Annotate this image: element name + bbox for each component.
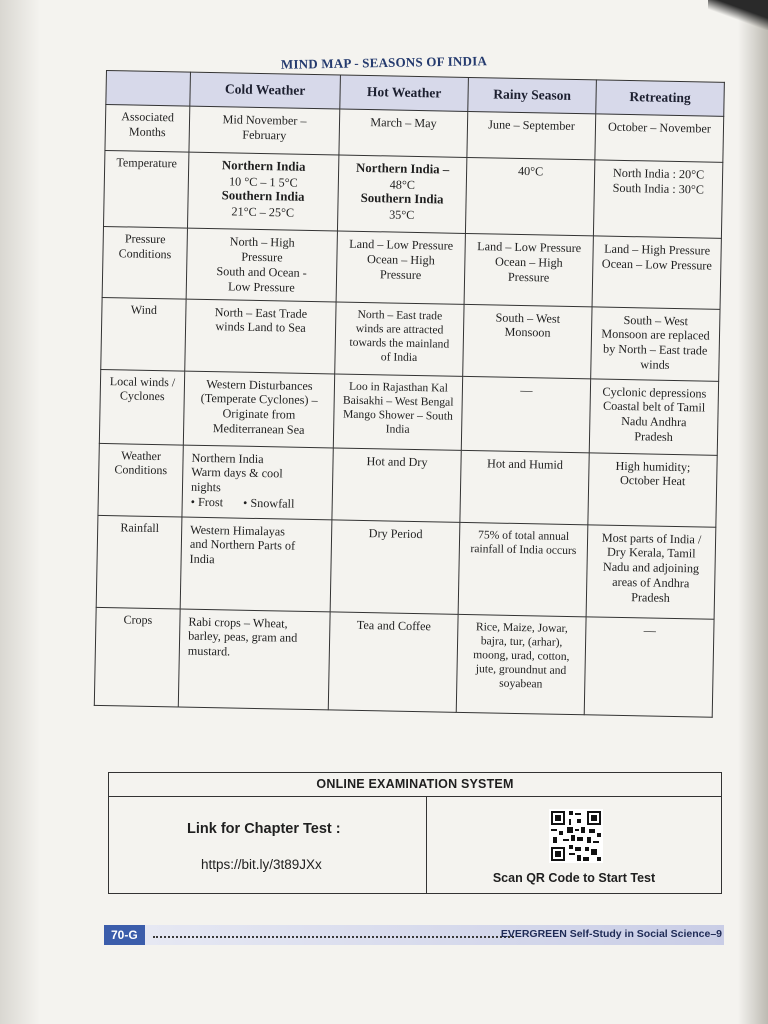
cell-text: Loo in Rajasthan Kal xyxy=(348,379,449,395)
online-exam-box xyxy=(108,772,722,894)
table-cell xyxy=(463,304,592,378)
cell-text: Western Himalayas xyxy=(190,522,286,539)
cell-text: Mango Shower – South xyxy=(342,407,453,423)
cell-text: 75% of total annual xyxy=(477,527,570,543)
table-cell xyxy=(182,445,333,520)
cell-text: Hot and Dry xyxy=(366,453,428,469)
cell-text: High humidity; xyxy=(615,458,691,474)
table-cell xyxy=(460,450,589,524)
chapter-test-link[interactable]: https://bit.ly/3t89JXx xyxy=(201,857,322,872)
chapter-test-label: Link for Chapter Test : xyxy=(187,821,341,837)
cell-text: North – East trade xyxy=(357,307,443,322)
cell-text: Rice, Maize, Jowar, xyxy=(475,619,568,635)
cell-text: Western Disturbances xyxy=(206,376,313,393)
cell-text: Low Pressure xyxy=(227,279,295,295)
cell-text: Ocean – High xyxy=(366,251,435,268)
cell-text: Northern India xyxy=(221,158,306,174)
row-label: Pressure Conditions xyxy=(102,226,187,298)
cell-text: Monsoon are replaced xyxy=(601,326,710,344)
exam-header: ONLINE EXAMINATION SYSTEM xyxy=(109,773,721,797)
cell-text: Monsoon xyxy=(504,325,551,340)
cell-text: Land – Low Pressure xyxy=(349,236,454,253)
cell-text: Dry Period xyxy=(368,525,423,541)
cell-text: Southern India xyxy=(221,188,305,205)
bullet-list xyxy=(191,495,328,513)
table-cell xyxy=(595,114,724,162)
cell-text: Warm days & cool xyxy=(191,465,283,481)
table-cell xyxy=(591,306,720,380)
table-cell xyxy=(458,522,588,616)
row-label: Rainfall xyxy=(96,515,182,609)
cell-text: nights xyxy=(190,479,221,495)
header-cell-empty xyxy=(106,71,191,107)
table-cell xyxy=(180,517,332,612)
cell-text: Nadu and adjoining xyxy=(602,559,700,576)
table-cell xyxy=(328,611,458,711)
mind-map-table-wrapper xyxy=(94,70,724,717)
table-row xyxy=(103,150,722,238)
cell-text: jute, groundnut and xyxy=(475,662,567,677)
page-corner-shadow xyxy=(708,0,768,30)
cell-text: South India : 30°C xyxy=(612,180,705,197)
row-label: Local winds / Cyclones xyxy=(99,369,184,445)
table-cell xyxy=(183,371,334,448)
cell-text: Baisakhi – West Bengal xyxy=(342,393,454,409)
page-footer xyxy=(104,924,724,946)
cell-text: Ocean – High xyxy=(494,254,563,270)
table-cell xyxy=(335,301,464,375)
header-cell-hot-weather: Hot Weather xyxy=(340,75,469,111)
cell-text: June – September xyxy=(488,117,575,134)
table-cell xyxy=(588,452,717,526)
table-cell xyxy=(456,614,586,714)
cell-text: 48°C xyxy=(389,177,416,192)
table-cell xyxy=(339,109,468,157)
qr-code-icon[interactable] xyxy=(549,809,603,863)
cell-text: and Northern Parts of xyxy=(189,537,296,554)
bullet-item: • Frost xyxy=(190,494,224,510)
cell-text: North – East Trade xyxy=(214,304,308,321)
cell-text: 40°C xyxy=(517,163,544,179)
cell-text: Hot and Humid xyxy=(486,455,564,472)
table-cell xyxy=(186,228,337,301)
cell-text: barley, peas, gram and xyxy=(188,629,298,646)
table-cell xyxy=(332,447,461,521)
header-cell-cold-weather: Cold Weather xyxy=(190,72,341,109)
cell-text: Mediterranean Sea xyxy=(212,421,305,438)
cell-text: Land – High Pressure xyxy=(604,241,711,258)
cell-text: winds are attracted xyxy=(355,321,444,337)
exam-body xyxy=(109,797,721,893)
table-cell xyxy=(467,111,596,159)
cell-text: February xyxy=(242,127,287,143)
table-cell xyxy=(187,152,338,231)
cell-text: India xyxy=(385,422,410,436)
table-cell xyxy=(330,519,460,613)
page-number-badge: 70-G xyxy=(104,925,145,945)
table-cell xyxy=(336,231,465,304)
cell-text: Pradesh xyxy=(634,429,673,445)
table-row xyxy=(99,369,718,455)
header-cell-rainy-season: Rainy Season xyxy=(468,77,597,113)
cell-text: Originate from xyxy=(222,406,296,422)
cell-text: South and Ocean - xyxy=(216,263,307,280)
table-cell xyxy=(461,376,590,452)
exam-qr-panel xyxy=(427,797,721,893)
table-cell xyxy=(593,160,722,238)
cell-text: of India xyxy=(380,350,418,364)
table-cell xyxy=(465,157,594,235)
cell-text: — xyxy=(643,622,657,638)
cell-text: Pressure xyxy=(507,269,550,285)
page-shadow-left xyxy=(0,0,40,1024)
footer-bar xyxy=(145,925,724,945)
cell-text: October – November xyxy=(607,119,712,136)
table-row xyxy=(101,297,720,381)
book-title: EVERGREEN Self-Study in Social Science–9 xyxy=(500,928,722,940)
cell-text: areas of Andhra xyxy=(612,574,690,591)
cell-text: India xyxy=(189,551,215,567)
cell-text: winds xyxy=(640,357,670,372)
cell-text: South – West xyxy=(623,312,689,328)
table-cell xyxy=(337,155,466,233)
cell-text: Ocean – Low Pressure xyxy=(601,256,712,273)
row-label: Wind xyxy=(101,297,186,371)
row-label: Crops xyxy=(94,607,180,707)
cell-text: soyabean xyxy=(499,676,543,691)
cell-text: Land – Low Pressure xyxy=(477,239,582,256)
table-cell xyxy=(464,233,593,306)
cell-text: (Temperate Cyclones) – xyxy=(200,391,318,408)
cell-text: March – May xyxy=(370,115,437,131)
cell-text: Pradesh xyxy=(631,590,670,605)
exam-link-panel xyxy=(109,797,427,893)
table-cell xyxy=(586,524,716,618)
table-row xyxy=(94,607,714,717)
cell-text: Rabi crops – Wheat, xyxy=(188,614,288,631)
row-label: Associated Months xyxy=(105,105,190,153)
cell-text: rainfall of India occurs xyxy=(470,541,577,557)
cell-text: 21°C – 25°C xyxy=(231,204,295,220)
page-title: MIND MAP - SEASONS OF INDIA xyxy=(280,53,488,72)
bullet-item: • Snowfall xyxy=(242,495,295,511)
cell-text: Dry Kerala, Tamil xyxy=(606,545,696,561)
cell-text: South – West xyxy=(495,310,561,326)
table-cell xyxy=(589,378,718,454)
cell-text: — xyxy=(520,382,533,397)
row-label: Temperature xyxy=(103,150,188,228)
cell-text: Mid November – xyxy=(222,112,307,128)
cell-text: Northern India – xyxy=(355,160,450,177)
row-label: Weather Conditions xyxy=(98,443,183,517)
cell-text: mustard. xyxy=(187,643,231,659)
cell-text: Coastal belt of Tamil xyxy=(602,398,706,415)
cell-text: North – High xyxy=(229,234,295,250)
cell-text: by North – East trade xyxy=(602,341,708,358)
cell-text: Pressure xyxy=(241,249,283,265)
qr-caption: Scan QR Code to Start Test xyxy=(492,871,656,885)
cell-text: Nadu Andhra xyxy=(621,414,687,430)
cell-text: winds Land to Sea xyxy=(215,319,306,336)
page-shadow-right xyxy=(738,0,768,1024)
table-row xyxy=(98,443,717,527)
header-cell-retreating: Retreating xyxy=(596,80,725,116)
cell-text: Tea and Coffee xyxy=(356,617,432,633)
cell-text: 10 °C – 1 5°C xyxy=(228,173,298,190)
table-cell xyxy=(333,373,462,449)
cell-text: Northern India xyxy=(191,450,264,466)
table-row xyxy=(102,226,721,308)
cell-text: 35°C xyxy=(389,207,415,223)
mind-map-table xyxy=(94,70,725,717)
cell-text: towards the mainland xyxy=(349,335,450,351)
cell-text: North India : 20°C xyxy=(612,165,705,182)
cell-text: Most parts of India / xyxy=(601,530,702,547)
table-cell xyxy=(584,616,714,716)
table-row xyxy=(96,515,716,619)
cell-text: Cyclonic depressions xyxy=(602,384,707,401)
cell-text: Southern India xyxy=(360,191,444,207)
table-cell xyxy=(178,609,330,710)
table-cell xyxy=(185,299,336,374)
table-cell xyxy=(592,236,721,309)
table-cell xyxy=(189,106,340,155)
cell-text: October Heat xyxy=(619,473,686,489)
cell-text: Pressure xyxy=(379,267,422,282)
cell-text: bajra, tur, (arhar), xyxy=(480,633,563,649)
cell-text: moong, urad, cotton, xyxy=(473,647,570,663)
